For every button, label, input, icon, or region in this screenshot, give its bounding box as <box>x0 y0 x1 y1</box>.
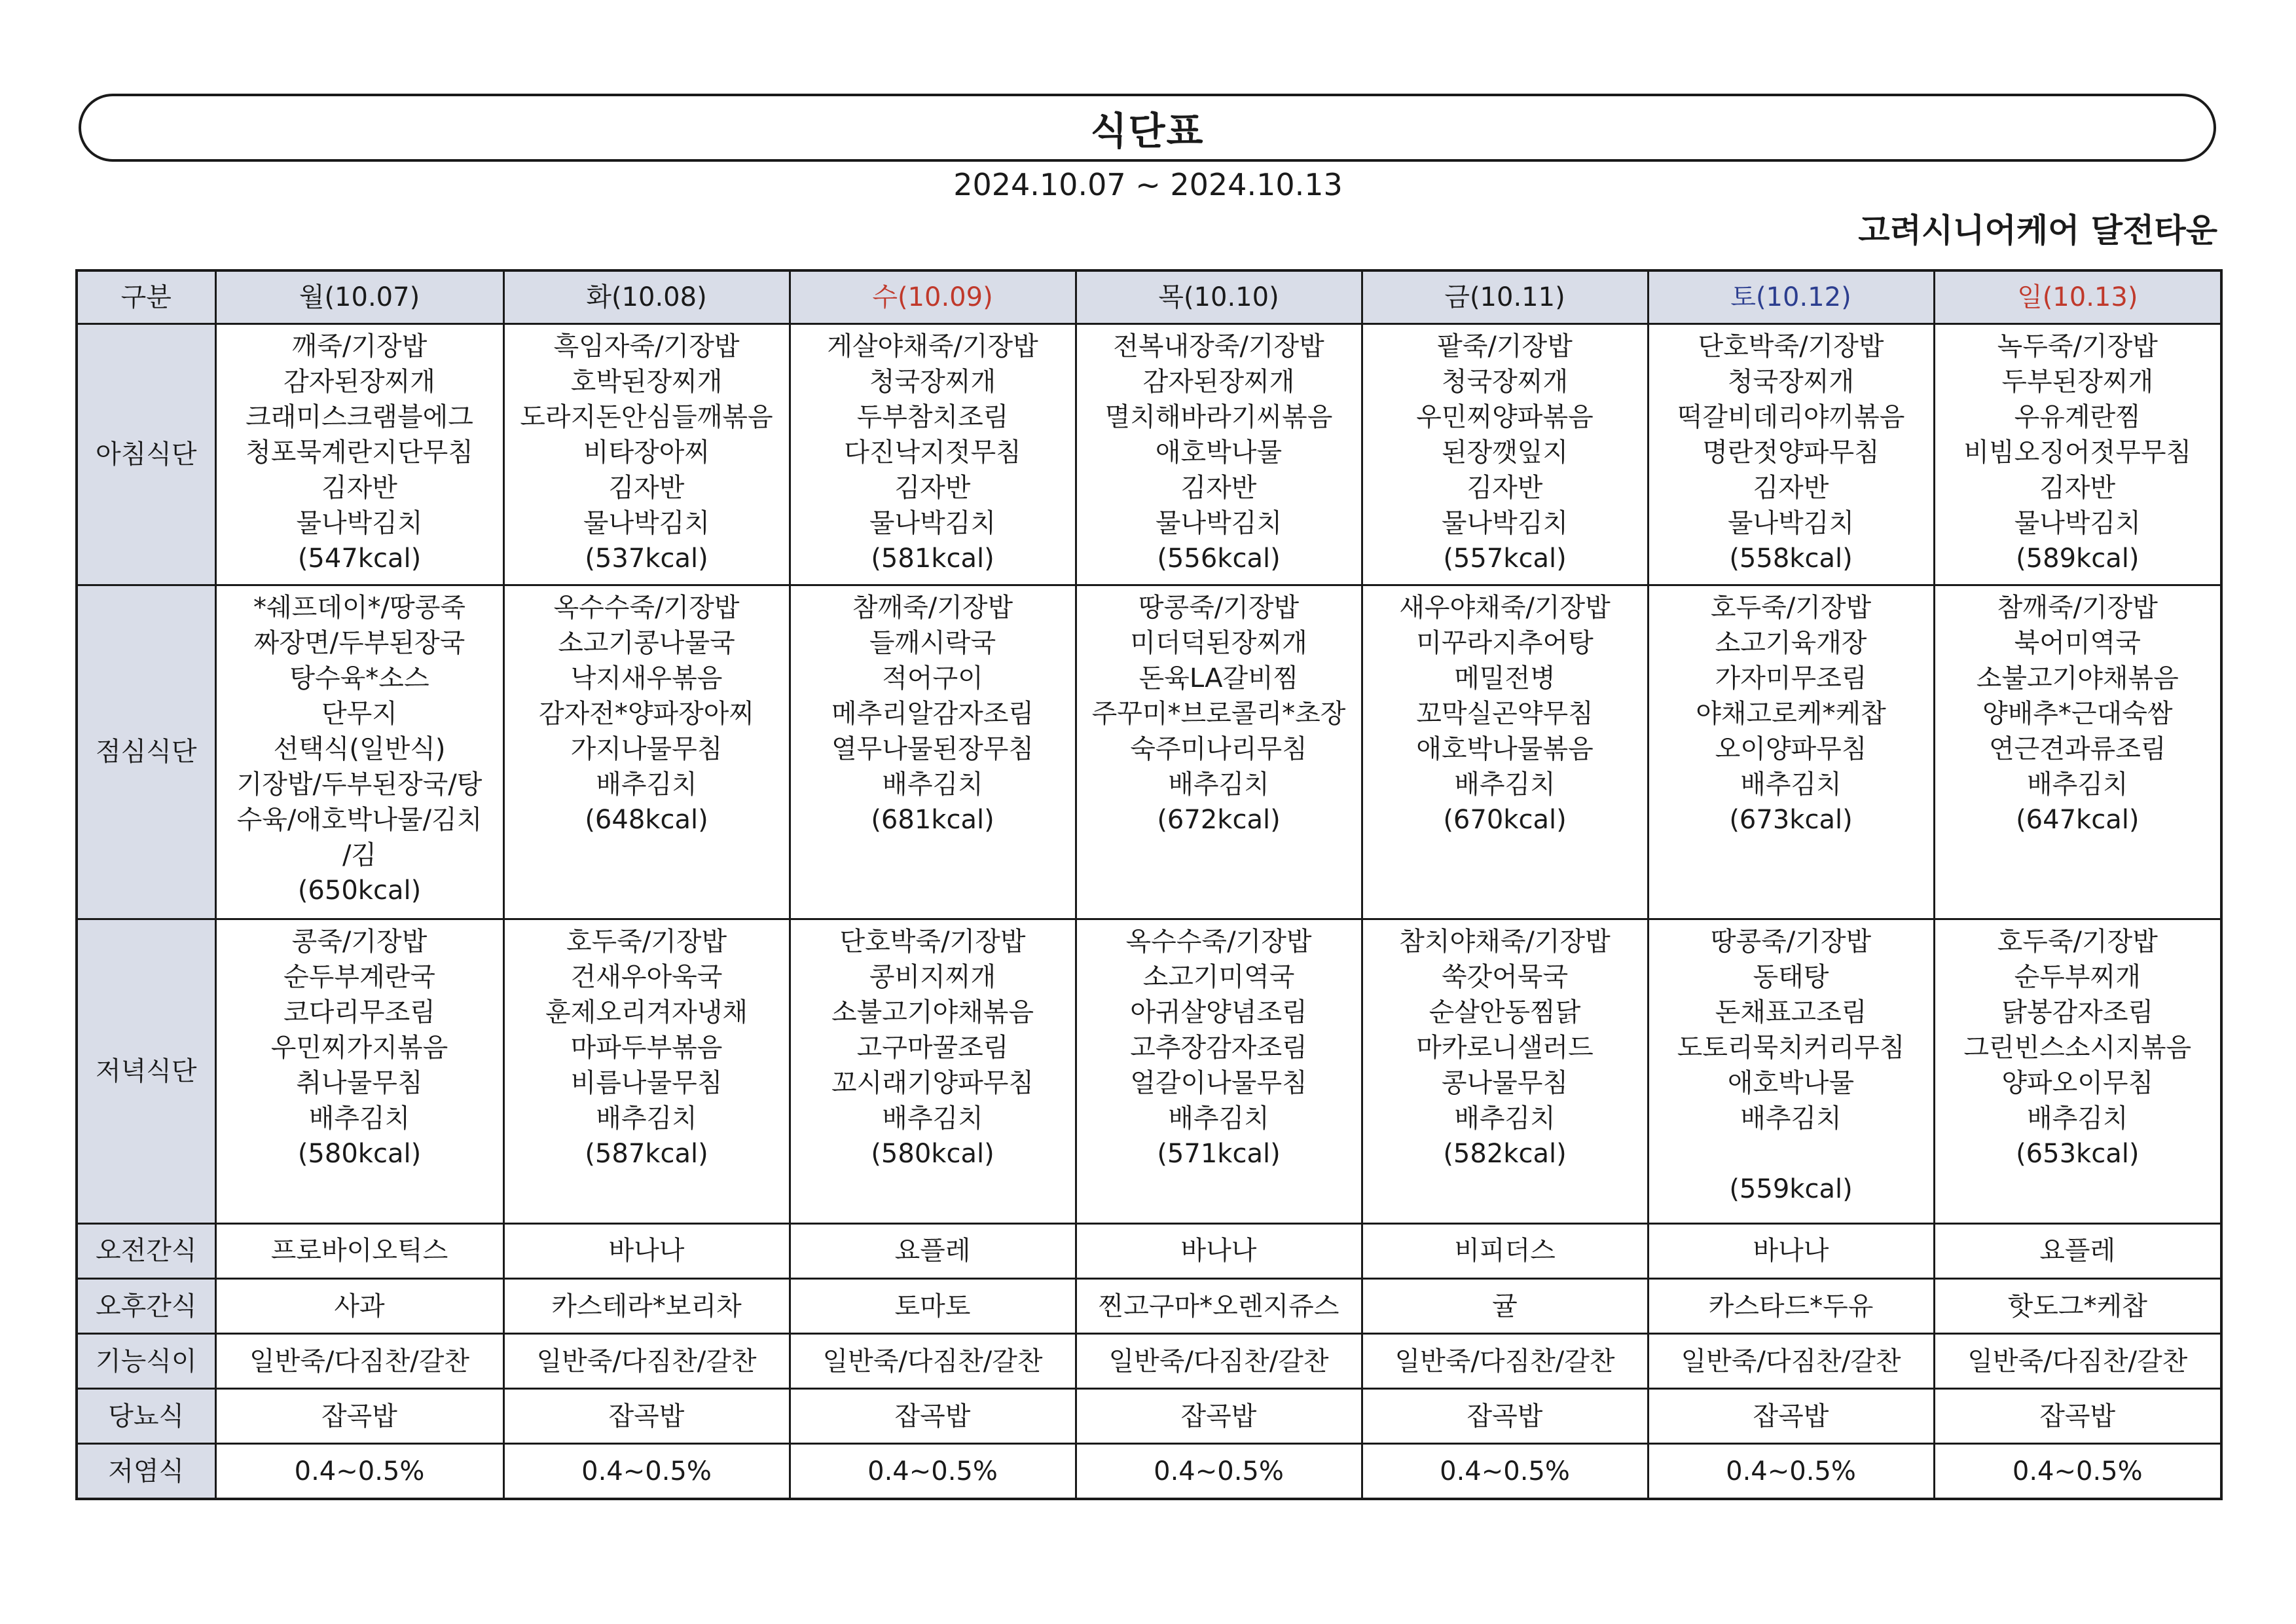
low-salt-cell-thu: 0.4~0.5% <box>1076 1444 1362 1499</box>
low-salt-cell-fri: 0.4~0.5% <box>1362 1444 1648 1499</box>
menu-item: 오이양파무침 <box>1715 733 1867 764</box>
lunch-row <box>77 585 2221 919</box>
menu-item: 물나박김치 <box>1155 508 1283 538</box>
morning-snack-row <box>77 1223 2221 1278</box>
menu-item: 배추김치 <box>882 769 983 800</box>
dinner-cell-sat <box>1648 919 1934 1224</box>
day-header-wed: 수(10.09) <box>790 270 1076 324</box>
menu-item: 고추장감자조림 <box>1130 1033 1307 1063</box>
menu-item: 훈제오리겨자냉채 <box>545 997 748 1028</box>
breakfast-label: 아침식단 <box>77 324 215 585</box>
menu-item: 배추김치 <box>1168 1103 1269 1134</box>
menu-item: 물나박김치 <box>2014 508 2141 538</box>
menu-item: 꼬시래기양파무침 <box>831 1068 1034 1099</box>
menu-item: 배추김치 <box>1740 769 1842 800</box>
functional-cell-wed: 일반죽/다짐찬/갈찬 <box>790 1334 1076 1389</box>
dinner-cell-tue <box>503 919 790 1224</box>
morning-snack-cell-thu: 바나나 <box>1076 1223 1362 1278</box>
menu-item: (559kcal) <box>1729 1174 1853 1205</box>
menu-item: 청국장찌개 <box>1441 367 1569 397</box>
menu-item: 옥수수죽/기장밥 <box>553 592 740 623</box>
menu-item: 김자반 <box>1467 473 1543 503</box>
menu-item: 청국장찌개 <box>1727 367 1855 397</box>
menu-item: 배추김치 <box>308 1103 410 1134</box>
dinner-label: 저녁식단 <box>77 919 215 1224</box>
low-salt-cell-sat: 0.4~0.5% <box>1648 1444 1934 1499</box>
menu-item: /김 <box>342 840 377 870</box>
breakfast-cell-sat <box>1648 324 1934 585</box>
menu-item: 가지나물무침 <box>570 733 723 764</box>
menu-item: 물나박김치 <box>869 508 996 538</box>
menu-item: 김자반 <box>2039 473 2116 503</box>
menu-item: 메밀전병 <box>1454 663 1556 693</box>
menu-item: 배추김치 <box>1740 1103 1842 1134</box>
day-header-sun: 일(10.13) <box>1934 270 2221 324</box>
functional-cell-sat: 일반죽/다짐찬/갈찬 <box>1648 1334 1934 1389</box>
dinner-row <box>77 919 2221 1224</box>
day-header-fri: 금(10.11) <box>1362 270 1648 324</box>
menu-item: (589kcal) <box>2016 544 2140 574</box>
menu-item: 메추리알감자조림 <box>831 698 1034 729</box>
breakfast-cell-tue <box>503 324 790 585</box>
breakfast-cell-thu <box>1076 324 1362 585</box>
day-header-sat: 토(10.12) <box>1648 270 1934 324</box>
menu-item: 참깨죽/기장밥 <box>1997 592 2158 623</box>
menu-item: 비타장아찌 <box>583 437 710 468</box>
menu-item: 소고기콩나물국 <box>558 627 735 658</box>
menu-item: 탕수육*소스 <box>289 663 429 693</box>
lunch-label: 점심식단 <box>77 585 215 919</box>
menu-item: (571kcal) <box>1157 1139 1281 1170</box>
menu-item: 크래미스크램블에그 <box>246 402 473 432</box>
menu-item: 취나물무침 <box>296 1068 423 1099</box>
menu-item: 전복내장죽/기장밥 <box>1113 331 1324 361</box>
functional-cell-tue: 일반죽/다짐찬/갈찬 <box>503 1334 790 1389</box>
menu-item: 미더덕된장찌개 <box>1130 627 1307 658</box>
afternoon-snack-cell-wed: 토마토 <box>790 1279 1076 1334</box>
menu-item: (581kcal) <box>871 544 994 574</box>
menu-item: 참치야채죽/기장밥 <box>1399 927 1611 957</box>
menu-item: 미꾸라지추어탕 <box>1416 627 1594 658</box>
menu-item: 쑥갓어묵국 <box>1441 962 1569 993</box>
menu-item: 선택식(일반식) <box>273 733 446 764</box>
menu-item: 김자반 <box>321 473 397 503</box>
dinner-cell-mon <box>215 919 503 1224</box>
menu-item: 물나박김치 <box>1441 508 1569 538</box>
menu-item: 마파두부볶음 <box>570 1033 723 1063</box>
menu-item: 우민찌양파볶음 <box>1416 402 1594 432</box>
menu-item: (653kcal) <box>2016 1139 2140 1170</box>
menu-item: 순두부계란국 <box>283 962 435 993</box>
diabetic-cell-sat: 잡곡밥 <box>1648 1389 1934 1444</box>
menu-item: 그린빈스소시지볶음 <box>1963 1033 2192 1063</box>
menu-item: 배추김치 <box>1454 1103 1556 1134</box>
menu-item: (648kcal) <box>585 804 708 835</box>
menu-item: 마카로니샐러드 <box>1416 1033 1594 1063</box>
menu-item: (587kcal) <box>585 1139 708 1170</box>
afternoon-snack-cell-tue: 카스테라*보리차 <box>503 1279 790 1334</box>
afternoon-snack-row <box>77 1279 2221 1334</box>
menu-item: 단호박죽/기장밥 <box>1698 331 1884 361</box>
menu-item: 소불고기야채볶음 <box>831 997 1034 1028</box>
menu-item: 꼬막실곤약무침 <box>1416 698 1594 729</box>
morning-snack-cell-tue: 바나나 <box>503 1223 790 1278</box>
menu-item: (673kcal) <box>1729 804 1853 835</box>
menu-item: 짜장면/두부된장국 <box>253 627 465 658</box>
functional-cell-mon: 일반죽/다짐찬/갈찬 <box>215 1334 503 1389</box>
menu-item: 연근견과류조림 <box>1989 733 2166 764</box>
lunch-cell-sat <box>1648 585 1934 919</box>
menu-item: 두부참치조림 <box>856 402 1009 432</box>
header-row <box>77 270 2221 324</box>
facility-name: 고려시니어케어 달전타운 <box>1858 212 2217 249</box>
breakfast-cell-sun <box>1934 324 2221 585</box>
menu-item: (650kcal) <box>297 875 422 906</box>
menu-item: 북어미역국 <box>2014 627 2141 658</box>
menu-item: 명란젓양파무침 <box>1702 437 1880 468</box>
diabetic-cell-thu: 잡곡밥 <box>1076 1389 1362 1444</box>
menu-item: 고구마꿀조림 <box>856 1033 1009 1063</box>
diabetic-cell-sun: 잡곡밥 <box>1934 1389 2221 1444</box>
lunch-cell-tue <box>503 585 790 919</box>
functional-cell-thu: 일반죽/다짐찬/갈찬 <box>1076 1334 1362 1389</box>
diabetic-cell-wed: 잡곡밥 <box>790 1389 1076 1444</box>
dinner-cell-sun <box>1934 919 2221 1224</box>
menu-item: 팥죽/기장밥 <box>1437 331 1573 361</box>
menu-item: (582kcal) <box>1443 1139 1567 1170</box>
menu-item: 낙지새우볶음 <box>570 663 723 693</box>
menu-item: (672kcal) <box>1157 804 1281 835</box>
menu-item: 호두죽/기장밥 <box>1710 592 1872 623</box>
menu-item: 소불고기야채볶음 <box>1976 663 2179 693</box>
menu-item: 김자반 <box>1180 473 1257 503</box>
menu-item: 호두죽/기장밥 <box>1997 927 2158 957</box>
dinner-cell-fri <box>1362 919 1648 1224</box>
functional-diet-row <box>77 1334 2221 1389</box>
menu-item: 호박된장찌개 <box>570 367 723 397</box>
menu-item: 도토리묵치커리무침 <box>1677 1033 1905 1063</box>
afternoon-snack-cell-sat: 카스타드*두유 <box>1648 1279 1934 1334</box>
menu-item: 감자된장찌개 <box>1142 367 1295 397</box>
menu-item: 다진낙지젓무침 <box>844 437 1021 468</box>
menu-item: 애호박나물 <box>1155 437 1283 468</box>
menu-item: 콩죽/기장밥 <box>291 927 428 957</box>
lunch-cell-fri <box>1362 585 1648 919</box>
menu-item: 애호박나물 <box>1727 1068 1855 1099</box>
menu-item: 양배추*근대숙쌈 <box>1982 698 2173 729</box>
menu-item: 배추김치 <box>596 769 697 800</box>
low-salt-cell-tue: 0.4~0.5% <box>503 1444 790 1499</box>
menu-item: 멸치해바라기씨볶음 <box>1104 402 1333 432</box>
afternoon-snack-cell-sun: 핫도그*케찹 <box>1934 1279 2221 1334</box>
menu-item: 적어구이 <box>882 663 983 693</box>
low-salt-diet-row <box>77 1444 2221 1499</box>
diabetic-diet-row <box>77 1389 2221 1444</box>
dinner-cell-wed <box>790 919 1076 1224</box>
menu-item: 옥수수죽/기장밥 <box>1125 927 1312 957</box>
menu-item: 돈채표고조림 <box>1715 997 1867 1028</box>
menu-item: 도라지돈안심들깨볶음 <box>520 402 773 432</box>
low-salt-diet-label: 저염식 <box>77 1444 215 1499</box>
menu-item: 배추김치 <box>1454 769 1556 800</box>
lunch-cell-sun <box>1934 585 2221 919</box>
afternoon-snack-cell-mon: 사과 <box>215 1279 503 1334</box>
page-title: 식단표 <box>1090 109 1205 153</box>
menu-item: 청국장찌개 <box>869 367 996 397</box>
menu-item: 물나박김치 <box>1727 508 1855 538</box>
menu-item: 단호박죽/기장밥 <box>839 927 1026 957</box>
dinner-cell-thu <box>1076 919 1362 1224</box>
menu-item: 땅콩죽/기장밥 <box>1710 927 1872 957</box>
lunch-cell-thu <box>1076 585 1362 919</box>
morning-snack-cell-mon: 프로바이오틱스 <box>215 1223 503 1278</box>
menu-item: 기장밥/두부된장국/탕 <box>236 769 483 800</box>
menu-item: 새우야채죽/기장밥 <box>1399 592 1611 623</box>
title-box <box>79 94 2216 162</box>
menu-item: 감자전*양파장아찌 <box>538 698 755 729</box>
menu-item: 두부된장찌개 <box>2001 367 2154 397</box>
morning-snack-cell-fri: 비피더스 <box>1362 1223 1648 1278</box>
menu-item: 돈육LA갈비찜 <box>1139 663 1299 693</box>
menu-item: 야채고로케*케찹 <box>1696 698 1886 729</box>
menu-item <box>1649 1136 1933 1172</box>
menu-item: 동태탕 <box>1753 962 1829 993</box>
menu-item: *쉐프데이*/땅콩죽 <box>253 592 465 623</box>
menu-item: 콩나물무침 <box>1441 1068 1569 1099</box>
menu-item: 배추김치 <box>1168 769 1269 800</box>
menu-item: 가자미무조림 <box>1715 663 1867 693</box>
menu-item: 흑임자죽/기장밥 <box>553 331 740 361</box>
afternoon-snack-cell-fri: 귤 <box>1362 1279 1648 1334</box>
diabetic-cell-fri: 잡곡밥 <box>1362 1389 1648 1444</box>
low-salt-cell-wed: 0.4~0.5% <box>790 1444 1076 1499</box>
menu-item: 콩비지찌개 <box>869 962 996 993</box>
functional-cell-sun: 일반죽/다짐찬/갈찬 <box>1934 1334 2221 1389</box>
menu-item: 깨죽/기장밥 <box>291 331 428 361</box>
functional-diet-label: 기능식이 <box>77 1334 215 1389</box>
menu-item: (681kcal) <box>871 804 994 835</box>
menu-item: 배추김치 <box>2026 1103 2128 1134</box>
menu-item: (558kcal) <box>1729 544 1853 574</box>
menu-item: 아귀살양념조림 <box>1130 997 1307 1028</box>
breakfast-row <box>77 324 2221 585</box>
menu-item: 떡갈비데리야끼볶음 <box>1677 402 1905 432</box>
menu-item: (537kcal) <box>585 544 708 574</box>
morning-snack-cell-sun: 요플레 <box>1934 1223 2221 1278</box>
menu-table <box>75 269 2223 1500</box>
menu-period: 2024.10.07 ~ 2024.10.13 <box>953 167 1343 202</box>
menu-item: 배추김치 <box>2026 769 2128 800</box>
menu-item: (580kcal) <box>871 1139 994 1170</box>
menu-item: 소고기육개장 <box>1715 627 1867 658</box>
afternoon-snack-label: 오후간식 <box>77 1279 215 1334</box>
breakfast-cell-fri <box>1362 324 1648 585</box>
menu-item: 비름나물무침 <box>570 1068 723 1099</box>
menu-item: 된장깻잎지 <box>1441 437 1569 468</box>
menu-item: 감자된장찌개 <box>283 367 435 397</box>
menu-item: 양파오이무침 <box>2001 1068 2154 1099</box>
low-salt-cell-sun: 0.4~0.5% <box>1934 1444 2221 1499</box>
menu-item: 애호박나물볶음 <box>1416 733 1594 764</box>
lunch-cell-mon <box>215 585 503 919</box>
menu-item: 김자반 <box>894 473 971 503</box>
menu-item: 얼갈이나물무침 <box>1130 1068 1307 1099</box>
menu-item: 순두부찌개 <box>2014 962 2141 993</box>
menu-item: 건새우아욱국 <box>570 962 723 993</box>
menu-item: 주꾸미*브로콜리*초장 <box>1091 698 1346 729</box>
morning-snack-cell-wed: 요플레 <box>790 1223 1076 1278</box>
menu-item: (557kcal) <box>1443 544 1567 574</box>
menu-item: 우유계란찜 <box>2014 402 2141 432</box>
menu-item: 코다리무조림 <box>283 997 435 1028</box>
morning-snack-label: 오전간식 <box>77 1223 215 1278</box>
menu-item: (556kcal) <box>1157 544 1281 574</box>
day-header-thu: 목(10.10) <box>1076 270 1362 324</box>
menu-item: 순살안동찜닭 <box>1429 997 1581 1028</box>
functional-cell-fri: 일반죽/다짐찬/갈찬 <box>1362 1334 1648 1389</box>
menu-item: (580kcal) <box>297 1139 422 1170</box>
morning-snack-cell-sat: 바나나 <box>1648 1223 1934 1278</box>
breakfast-cell-wed <box>790 324 1076 585</box>
breakfast-cell-mon <box>215 324 503 585</box>
menu-item: 땅콩죽/기장밥 <box>1138 592 1300 623</box>
day-header-tue: 화(10.08) <box>503 270 790 324</box>
diabetic-cell-tue: 잡곡밥 <box>503 1389 790 1444</box>
menu-item: 소고기미역국 <box>1142 962 1295 993</box>
menu-item: 배추김치 <box>882 1103 983 1134</box>
menu-item: 닭봉감자조림 <box>2001 997 2154 1028</box>
low-salt-cell-mon: 0.4~0.5% <box>215 1444 503 1499</box>
menu-item: 물나박김치 <box>296 508 423 538</box>
menu-item: 참깨죽/기장밥 <box>852 592 1013 623</box>
menu-item: 들깨시락국 <box>869 627 996 658</box>
menu-item: 비빔오징어젓무무침 <box>1963 437 2192 468</box>
menu-item: 단무지 <box>321 698 397 729</box>
menu-item: 물나박김치 <box>583 508 710 538</box>
lunch-cell-wed <box>790 585 1076 919</box>
afternoon-snack-cell-thu: 찐고구마*오렌지쥬스 <box>1076 1279 1362 1334</box>
menu-item: (670kcal) <box>1443 804 1567 835</box>
menu-item: 김자반 <box>1753 473 1829 503</box>
menu-item: (547kcal) <box>297 544 422 574</box>
menu-item: 김자반 <box>608 473 685 503</box>
menu-item: 호두죽/기장밥 <box>566 927 727 957</box>
menu-item: 청포묵계란지단무침 <box>246 437 473 468</box>
menu-item: 녹두죽/기장밥 <box>1997 331 2158 361</box>
menu-item: 우민찌가지볶음 <box>270 1033 448 1063</box>
day-header-mon: 월(10.07) <box>215 270 503 324</box>
menu-item: 열무나물된장무침 <box>831 733 1034 764</box>
menu-item: (647kcal) <box>2016 804 2140 835</box>
menu-item: 게살야채죽/기장밥 <box>827 331 1038 361</box>
diabetic-cell-mon: 잡곡밥 <box>215 1389 503 1444</box>
corner-label: 구분 <box>77 270 215 324</box>
diabetic-diet-label: 당뇨식 <box>77 1389 215 1444</box>
menu-item: 수육/애호박나물/김치 <box>236 804 483 835</box>
menu-item: 숙주미나리무침 <box>1130 733 1307 764</box>
menu-item: 배추김치 <box>596 1103 697 1134</box>
